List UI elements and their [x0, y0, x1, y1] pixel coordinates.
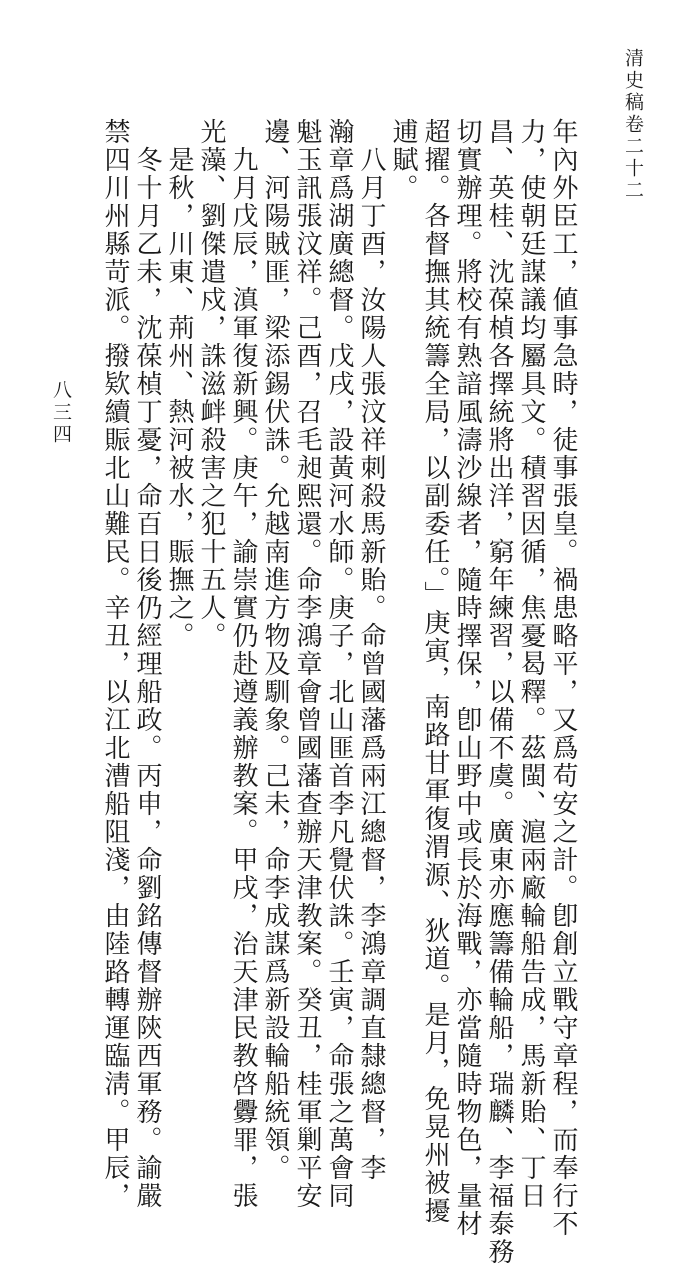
text-column: 切實辦理。將校有熟諳風濤沙線者，隨時擇保，卽山野中或長於海戰，亦當隨時物色，量材	[452, 118, 482, 1238]
text-column: 魁玉訊張汶祥。己酉，召毛昶熙還。命李鴻章會曾國藩查辦天津教案。癸丑，桂軍剿平安	[292, 118, 322, 1210]
text-column: 瀚章爲湖廣總督。戊戌，設黃河水師。庚子，北山匪首李凡覺伏誅。壬寅，命張之萬會同	[324, 118, 354, 1210]
text-column: 年內外臣工，値事急時，徒事張皇。禍患略平，又爲苟安之計。卽創立戰守章程，而奉行不	[548, 118, 578, 1238]
book-title: 清史稿卷二十二	[622, 48, 644, 202]
text-column: 九月戊辰，滇軍復新興。庚午，諭崇實仍赴遵義辦教案。甲戌，治天津民教啓釁罪，張	[228, 118, 258, 1210]
text-column: 超擢。各督撫其統籌全局，以副委任。」庚寅，南路甘軍復渭源、狄道。是月，免晃州被擾	[420, 118, 450, 1225]
text-column: 冬十月乙未，沈葆楨丁憂，命百日後仍經理船政。丙申，命劉銘傳督辦陝西軍務。諭嚴	[132, 118, 162, 1210]
text-column: 邊、河陽賊匪，梁添錫伏誅。允越南進方物及馴象。己未，命李成謀爲新設輪船統領。	[260, 118, 290, 1182]
text-column: 八月丁酉，汝陽人張汶祥刺殺馬新貽。命曾國藩爲兩江總督，李鴻章調直隸總督，李	[356, 118, 386, 1182]
text-column: 力，使朝廷謀議均屬具文。積習因循，焦憂曷釋。茲閩、滬兩廠輪船告成，馬新貽、丁日	[516, 118, 546, 1210]
text-column: 是秋，川東、荊州、熱河被水，賑撫之。	[164, 118, 194, 650]
page-number: 八三四	[50, 380, 72, 446]
text-column: 禁四川州縣苛派。撥欵續賑北山難民。辛丑，以江北漕船阻淺，由陸路轉運臨淸。甲辰，	[100, 118, 130, 1210]
text-column: 光藻、劉傑遣戍，誅滋衅殺害之犯十五人。	[196, 118, 226, 650]
text-column: 逋賦。	[388, 118, 418, 202]
text-column: 昌、英桂、沈葆楨各擇統將出洋，窮年練習，以備不虞。廣東亦應籌備輪船，瑞麟、李福泰務	[484, 118, 514, 1266]
